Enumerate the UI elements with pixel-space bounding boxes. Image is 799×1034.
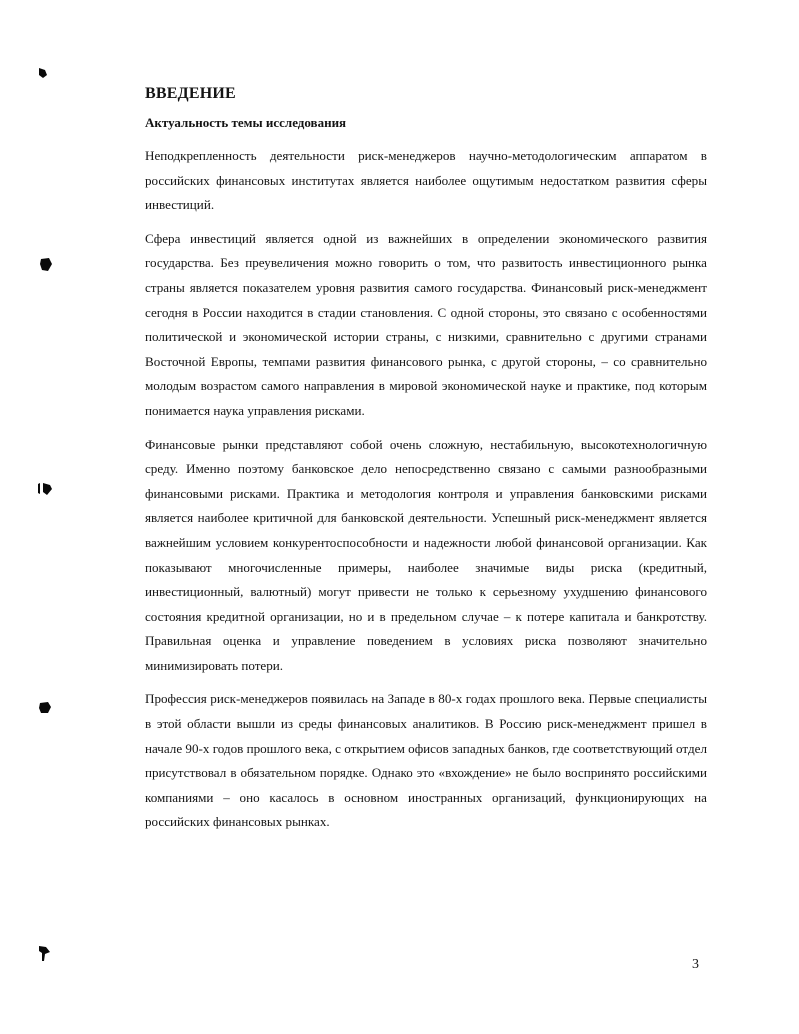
paragraph: Сфера инвестиций является одной из важнейших в определении экономического развития государства. Без преувеличения можно говорить о том, что развитость инвестиционного рынка страны является показателем уровня развития самого государства. Финансовый риск-менеджмент сегодня в России находится в стадии становления. С одной стороны, это связано с особенностями политической и экономической истории страны, с низкими, сравнительно с другими странами Восточной Европы, темпами развития финансового рынка, с другой стороны, – со сравнительно молодым возрастом самого направления в мировой экономической науке и практике, под которым понимается наука управления рисками. [145,230,707,418]
binder-hole-mark [37,700,53,716]
paragraph: Профессия риск-менеджеров появилась на Западе в 80-х годах прошлого века. Первые специалисты в этой области вышли из среды финансовых аналитиков. В Россию риск-менеджмент пришел в начале 90-х годов прошлого века, с открытием офисов западных банков, где соответствующий отдел присутствовал в обязательном порядке. Однако это «вхождение» не было воспринято российскими компаниями – оно касалось в основном иностранных организаций, функционирующих на российских финансовых рынках. [145,691,707,830]
paragraph: Финансовые рынки представляют собой очень сложную, нестабильную, высокотехнологичную среду. Именно поэтому банковское дело непосредственно связано с самыми разнообразными финансовыми рисками. Практика и методология контроля и управления банковскими рисками является наиболее критичной для банковской деятельности. Успешный риск-менеджмент является важнейшим условием конкурентоспособности и надежности любой финансовой организации. Как показывают многочисленные примеры, наиболее значимые виды риска (кредитный, инвестиционный, валютный) могут привести не только к серьезному ухудшению финансового состояния кредитной организации, но и в предельном случае – к потере капитала и банкротству. Правильная оценка и управление поведением в условиях риска позволяют значительно минимизировать потери. [145,436,707,673]
binder-hole-mark [36,66,50,80]
paragraph: Неподкрепленность деятельности риск-менеджеров научно-методологическим аппаратом в российских финансовых институтах является наиболее ощутимым недостатком развития сферы инвестиций. [145,148,707,213]
document-body [145,84,707,844]
binder-hole-mark [38,256,54,274]
section-heading: ВВЕДЕНИЕ [145,85,236,102]
section-subheading: Актуальность темы исследования [145,115,347,130]
page-number: 3 [692,957,699,972]
binder-hole-mark [36,480,54,498]
binder-hole-mark [36,944,52,964]
